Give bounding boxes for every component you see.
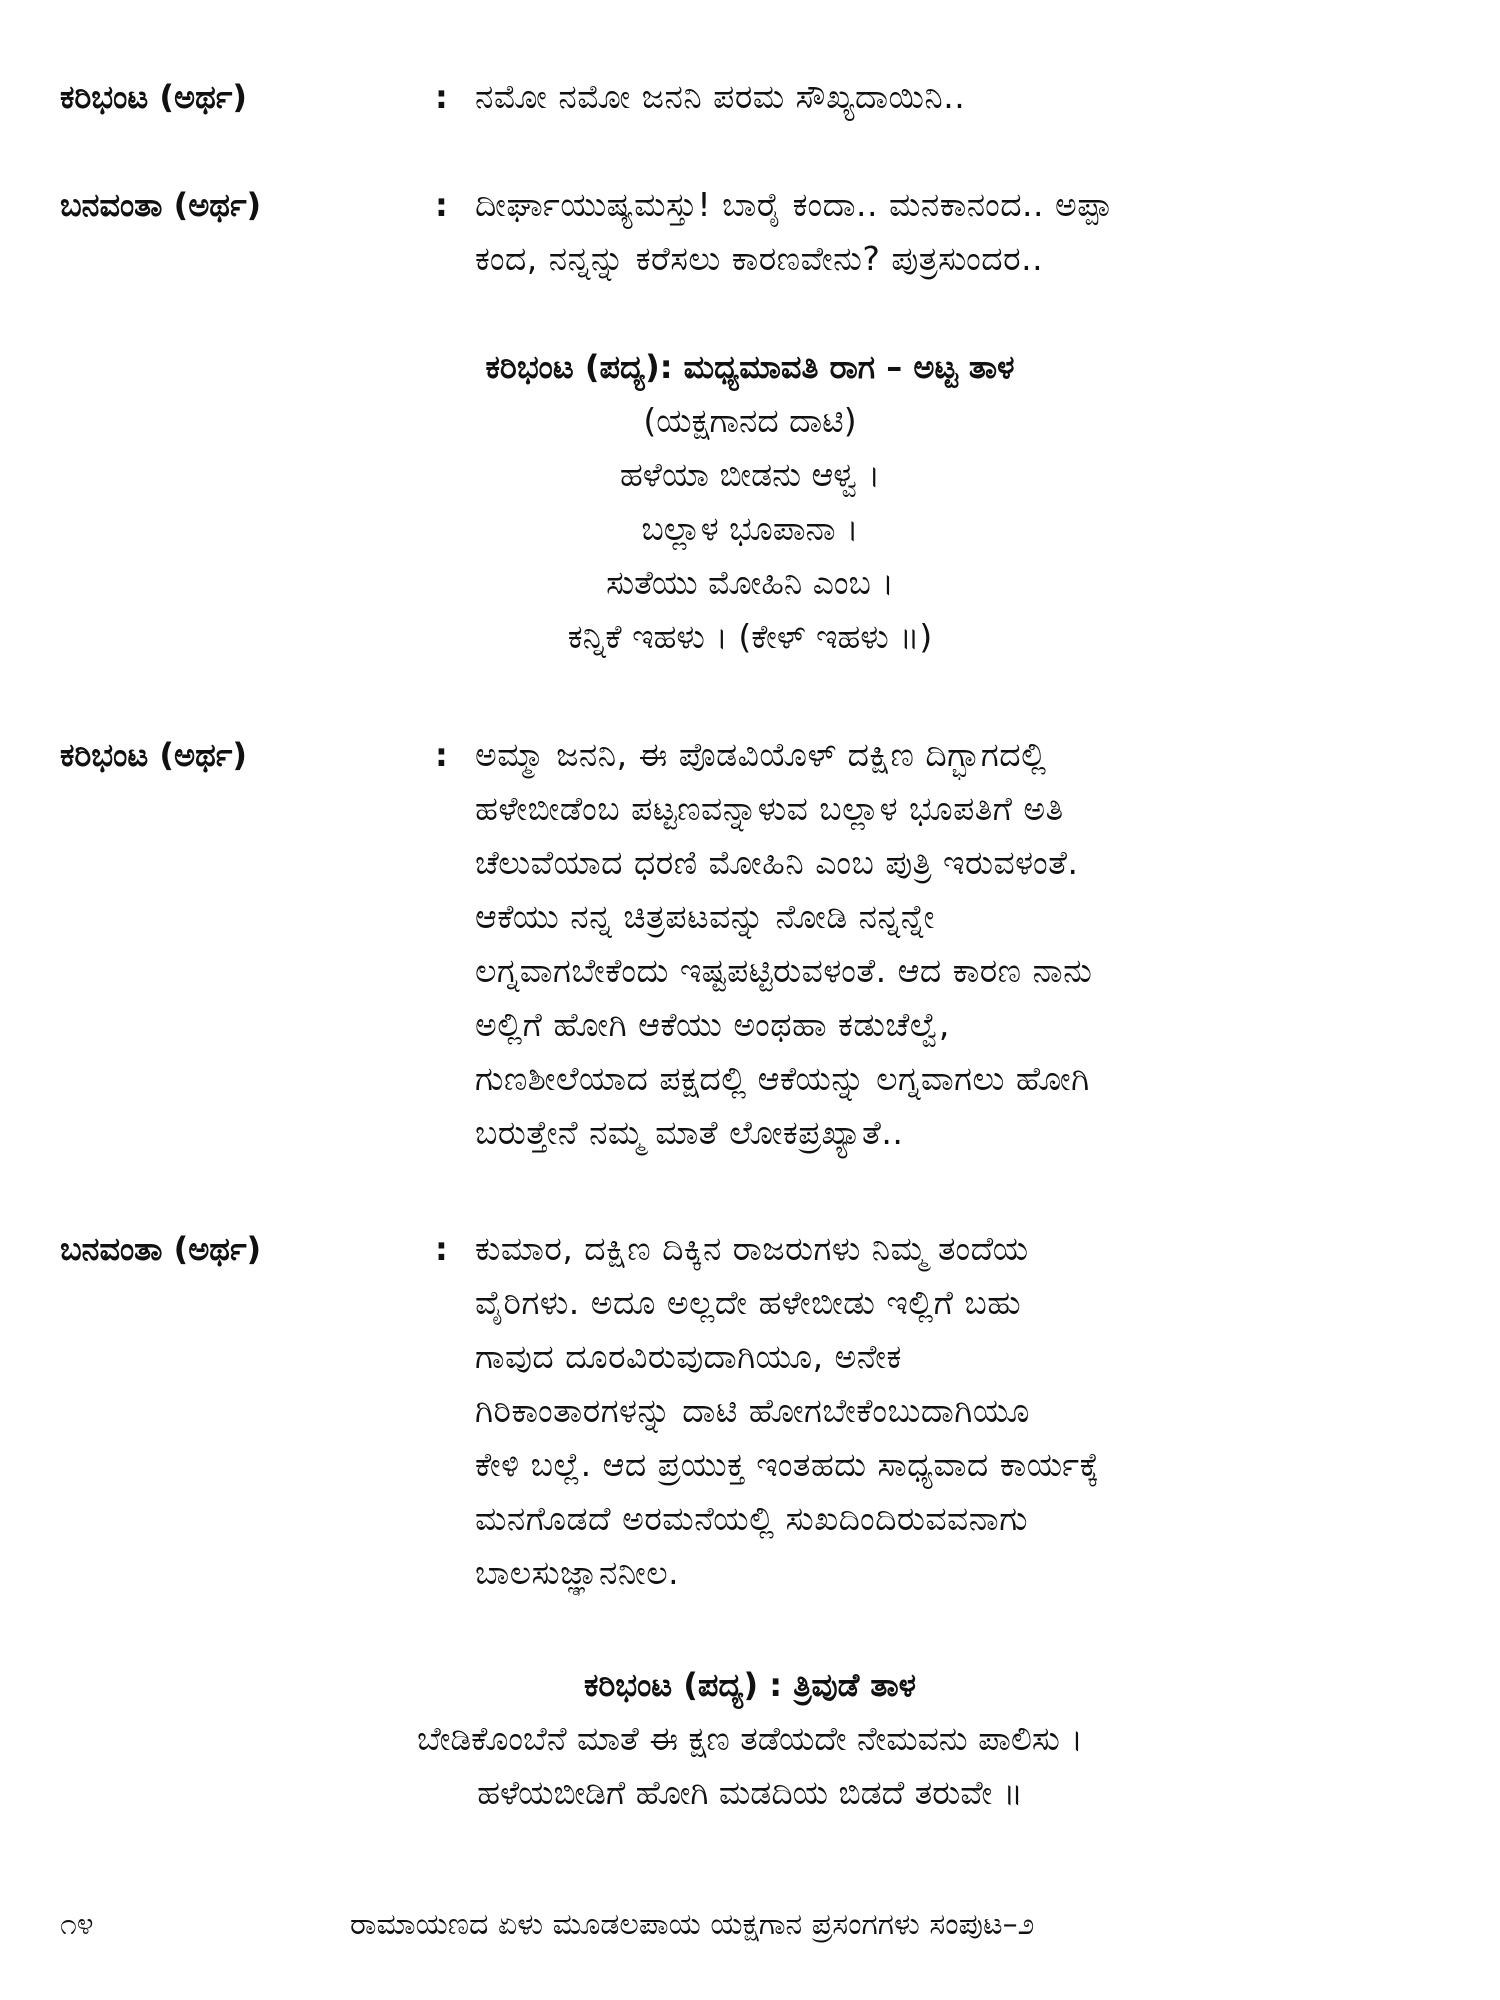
verse-block bbox=[0, 1658, 1500, 1820]
text-line: ಬರುತ್ತೇನೆ ನಮ್ಮ ಮಾತೆ ಲೋಕಪ್ರಖ್ಯಾತೆ.. bbox=[475, 1113, 904, 1152]
text-line: ಚೆಲುವೆಯಾದ ಧರಣಿ ಮೋಹಿನಿ ಎಂಬ ಪುತ್ರಿ ಇರುವಳಂತೆ. bbox=[475, 843, 1079, 882]
text-line: ಗಾವುದ ದೂರವಿರುವುದಾಗಿಯೂ, ಅನೇಕ bbox=[475, 1337, 902, 1376]
verse-line: ಸುತೆಯು ಮೋಹಿನಿ ಎಂಬ । bbox=[606, 563, 894, 602]
verse-line: ಹಳೆಯಬೀಡಿಗೆ ಹೋಗಿ ಮಡದಿಯ ಬಿಡದೆ ತರುವೇ ॥ bbox=[477, 1773, 1023, 1812]
verse-line: ಬೇಡಿಕೊಂಬೆನೆ ಮಾತೆ ಈ ಕ್ಷಣ ತಡೆಯದೇ ನೇಮವನು ಪಾಲಿಸು । bbox=[417, 1719, 1083, 1758]
colon-separator: : bbox=[435, 78, 448, 116]
colon-separator: : bbox=[435, 736, 448, 774]
text-line: ದೀರ್ಘಾಯುಷ್ಯಮಸ್ತು! ಬಾರೈ ಕಂದಾ.. ಮನಕಾನಂದ.. ಅಪ್ಪಾ bbox=[475, 185, 1114, 224]
speaker-label: ಬನವಂತಾ (ಅರ್ಥ) bbox=[60, 186, 262, 224]
dialogue-text bbox=[475, 1222, 1460, 1600]
verse-line: ಬಲ್ಲಾಳ ಭೂಪಾನಾ । bbox=[641, 509, 859, 548]
book-title: ರಾಮಾಯಣದ ಏಳು ಮೂಡಲಪಾಯ ಯಕ್ಷಗಾನ ಪ್ರಸಂಗಗಳು ಸಂಪುಟ–೨ bbox=[350, 1907, 1035, 1942]
verse-heading: ಕರಿಭಂಟ (ಪದ್ಯ): ಮಧ್ಯಮಾವತಿ ರಾಗ – ಅಟ್ಟ ತಾಳ bbox=[485, 348, 1015, 386]
text-line: ವೈರಿಗಳು. ಅದೂ ಅಲ್ಲದೇ ಹಳೇಬೀಡು ಇಲ್ಲಿಗೆ ಬಹು bbox=[475, 1283, 1022, 1322]
text-line: ಹಳೇಬೀಡೆಂಬ ಪಟ್ಟಣವನ್ನಾಳುವ ಬಲ್ಲಾಳ ಭೂಪತಿಗೆ ಅತಿ bbox=[475, 789, 1064, 828]
text-line: ಕುಮಾರ, ದಕ್ಷಿಣ ದಿಕ್ಕಿನ ರಾಜರುಗಳು ನಿಮ್ಮ ತಂದೆಯ bbox=[475, 1229, 1029, 1268]
verse-line: (ಯಕ್ಷಗಾನದ ದಾಟಿ) bbox=[643, 401, 857, 440]
text-line: ಕಂದ, ನನ್ನನ್ನು ಕರೆಸಲು ಕಾರಣವೇನು? ಪುತ್ರಸುಂದರ.. bbox=[475, 239, 1044, 278]
verse-heading: ಕರಿಭಂಟ (ಪದ್ಯ) : ತ್ರಿವುಡೆ ತಾಳ bbox=[583, 1666, 917, 1704]
speaker-label: ಕರಿಭಂಟ (ಅರ್ಥ) bbox=[60, 78, 247, 116]
text-line: ಆಕೆಯು ನನ್ನ ಚಿತ್ರಪಟವನ್ನು ನೋಡಿ ನನ್ನನ್ನೇ bbox=[475, 897, 935, 936]
text-line: ಮನಗೊಡದೆ ಅರಮನೆಯಲ್ಲಿ ಸುಖದಿಂದಿರುವವನಾಗು bbox=[475, 1499, 1029, 1538]
text-line: ಲಗ್ನವಾಗಬೇಕೆಂದು ಇಷ್ಟಪಟ್ಟಿರುವಳಂತೆ. ಆದ ಕಾರಣ ನಾನು bbox=[475, 951, 1093, 990]
page-number: ೧೪ bbox=[60, 1907, 94, 1942]
verse-block bbox=[0, 340, 1500, 664]
text-line: ನಮೋ ನಮೋ ಜನನಿ ಪರಮ ಸೌಖ್ಯದಾಯಿನಿ.. bbox=[475, 77, 966, 116]
text-line: ಗುಣಶೀಲೆಯಾದ ಪಕ್ಷದಲ್ಲಿ ಆಕೆಯನ್ನು ಲಗ್ನವಾಗಲು ಹೋಗಿ bbox=[475, 1059, 1090, 1098]
verse-line: ಹಳೆಯಾ ಬೀಡನು ಆಳ್ವ । bbox=[619, 455, 881, 494]
dialogue-text bbox=[475, 70, 1460, 124]
dialogue-text bbox=[475, 728, 1460, 1160]
colon-separator: : bbox=[435, 1230, 448, 1268]
text-line: ಅಮ್ಮಾ ಜನನಿ, ಈ ಪೊಡವಿಯೊಳ್ ದಕ್ಷಿಣ ದಿಗ್ಭಾಗದಲ್ಲಿ bbox=[475, 735, 1047, 774]
speaker-label: ಬನವಂತಾ (ಅರ್ಥ) bbox=[60, 1230, 262, 1268]
verse-line: ಕನ್ನಿಕೆ ಇಹಳು । (ಕೇಳ್ ಇಹಳು ॥) bbox=[567, 617, 933, 656]
text-line: ಕೇಳಿ ಬಲ್ಲೆ. ಆದ ಪ್ರಯುಕ್ತ ಇಂತಹದು ಸಾಧ್ಯವಾದ ಕಾರ್ಯಕ್ಕೆ bbox=[475, 1445, 1100, 1484]
colon-separator: : bbox=[435, 186, 448, 224]
text-line: ಅಲ್ಲಿಗೆ ಹೋಗಿ ಆಕೆಯು ಅಂಥಹಾ ಕಡುಚೆಲ್ವೆ, bbox=[475, 1005, 950, 1044]
dialogue-text bbox=[475, 178, 1460, 286]
text-line: ಬಾಲಸುಜ್ಞಾನನೀಲ. bbox=[475, 1553, 680, 1592]
text-line: ಗಿರಿಕಾಂತಾರಗಳನ್ನು ದಾಟಿ ಹೋಗಬೇಕೆಂಬುದಾಗಿಯೂ bbox=[475, 1391, 1030, 1430]
speaker-label: ಕರಿಭಂಟ (ಅರ್ಥ) bbox=[60, 736, 247, 774]
